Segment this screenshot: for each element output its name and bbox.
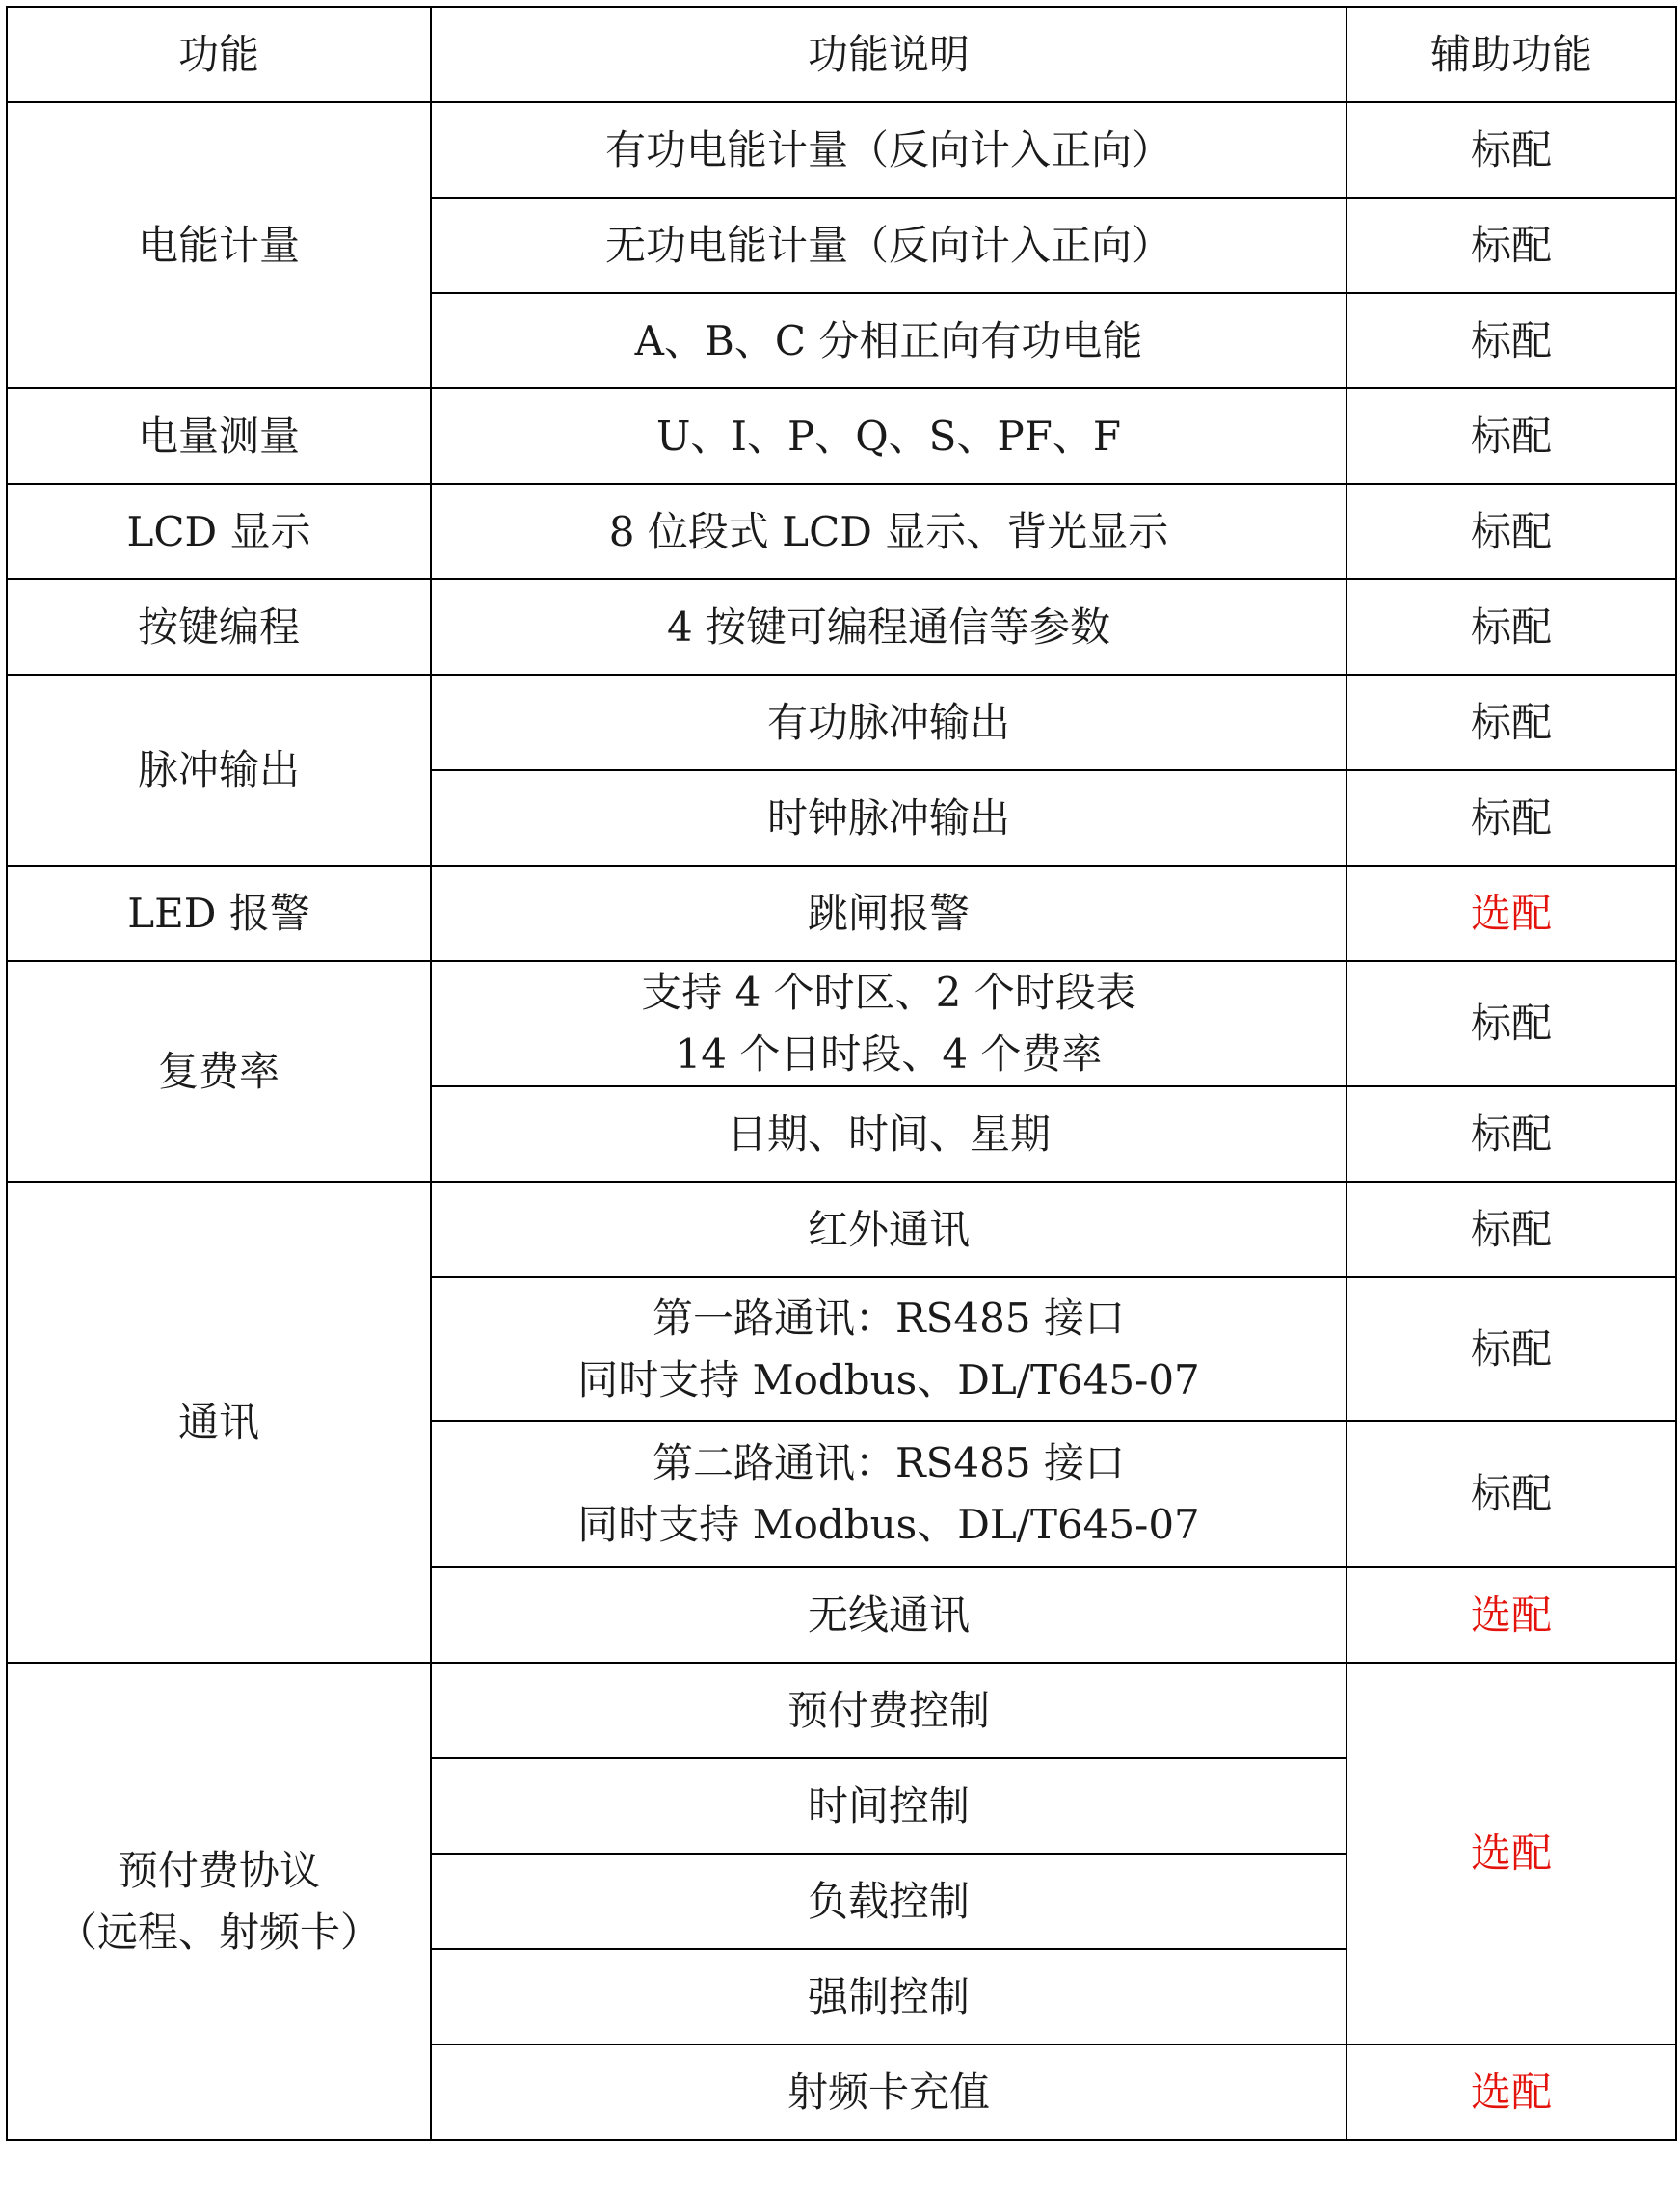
description-cell: 无功电能计量（反向计入正向） xyxy=(431,198,1347,293)
description-cell: 时钟脉冲输出 xyxy=(431,770,1347,866)
table-row xyxy=(7,1663,1676,1758)
group-pulse: 脉冲输出 xyxy=(7,675,431,866)
group-led: LED 报警 xyxy=(7,866,431,961)
description-cell: 时间控制 xyxy=(431,1758,1347,1854)
function-spec-table xyxy=(6,6,1677,2141)
config-cell: 标配 xyxy=(1347,770,1676,866)
group-measure: 电量测量 xyxy=(7,388,431,484)
description-cell: 有功电能计量（反向计入正向） xyxy=(431,102,1347,198)
description-cell: 8 位段式 LCD 显示、背光显示 xyxy=(431,484,1347,579)
description-cell: 射频卡充值 xyxy=(431,2044,1347,2140)
group-lcd: LCD 显示 xyxy=(7,484,431,579)
config-cell-optional: 选配 xyxy=(1347,2044,1676,2140)
table-row xyxy=(7,675,1676,770)
config-cell: 标配 xyxy=(1347,1086,1676,1182)
group-prepaid: 预付费协议 （远程、射频卡） xyxy=(7,1663,431,2140)
config-cell: 标配 xyxy=(1347,1277,1676,1421)
config-cell: 标配 xyxy=(1347,1182,1676,1277)
description-cell: 强制控制 xyxy=(431,1949,1347,2044)
header-description: 功能说明 xyxy=(431,7,1347,102)
table-row xyxy=(7,961,1676,1086)
config-cell: 标配 xyxy=(1347,579,1676,675)
description-cell: 4 按键可编程通信等参数 xyxy=(431,579,1347,675)
header-config: 辅助功能 xyxy=(1347,7,1676,102)
group-keys: 按键编程 xyxy=(7,579,431,675)
config-cell: 标配 xyxy=(1347,102,1676,198)
table-row xyxy=(7,579,1676,675)
config-cell: 标配 xyxy=(1347,1421,1676,1567)
config-cell-optional: 选配 xyxy=(1347,1663,1676,2044)
header-row xyxy=(7,7,1676,102)
table-row xyxy=(7,866,1676,961)
config-cell-optional: 选配 xyxy=(1347,1567,1676,1663)
config-cell: 标配 xyxy=(1347,484,1676,579)
description-cell: 红外通讯 xyxy=(431,1182,1347,1277)
config-cell: 标配 xyxy=(1347,293,1676,388)
config-cell: 标配 xyxy=(1347,675,1676,770)
description-cell: 预付费控制 xyxy=(431,1663,1347,1758)
description-cell: 支持 4 个时区、2 个时段表 14 个日时段、4 个费率 xyxy=(431,961,1347,1086)
description-cell: A、B、C 分相正向有功电能 xyxy=(431,293,1347,388)
description-cell: 跳闸报警 xyxy=(431,866,1347,961)
table-row xyxy=(7,388,1676,484)
config-cell: 标配 xyxy=(1347,198,1676,293)
group-tariff: 复费率 xyxy=(7,961,431,1182)
group-energy: 电能计量 xyxy=(7,102,431,388)
config-cell: 标配 xyxy=(1347,388,1676,484)
description-cell: U、I、P、Q、S、PF、F xyxy=(431,388,1347,484)
group-comm: 通讯 xyxy=(7,1182,431,1663)
description-cell: 负载控制 xyxy=(431,1854,1347,1949)
description-cell: 第一路通讯：RS485 接口 同时支持 Modbus、DL/T645-07 xyxy=(431,1277,1347,1421)
table-row xyxy=(7,102,1676,198)
description-cell: 日期、时间、星期 xyxy=(431,1086,1347,1182)
config-cell-optional: 选配 xyxy=(1347,866,1676,961)
description-cell: 第二路通讯：RS485 接口 同时支持 Modbus、DL/T645-07 xyxy=(431,1421,1347,1567)
description-cell: 无线通讯 xyxy=(431,1567,1347,1663)
header-function: 功能 xyxy=(7,7,431,102)
table-row xyxy=(7,484,1676,579)
config-cell: 标配 xyxy=(1347,961,1676,1086)
description-cell: 有功脉冲输出 xyxy=(431,675,1347,770)
table-row xyxy=(7,1182,1676,1277)
